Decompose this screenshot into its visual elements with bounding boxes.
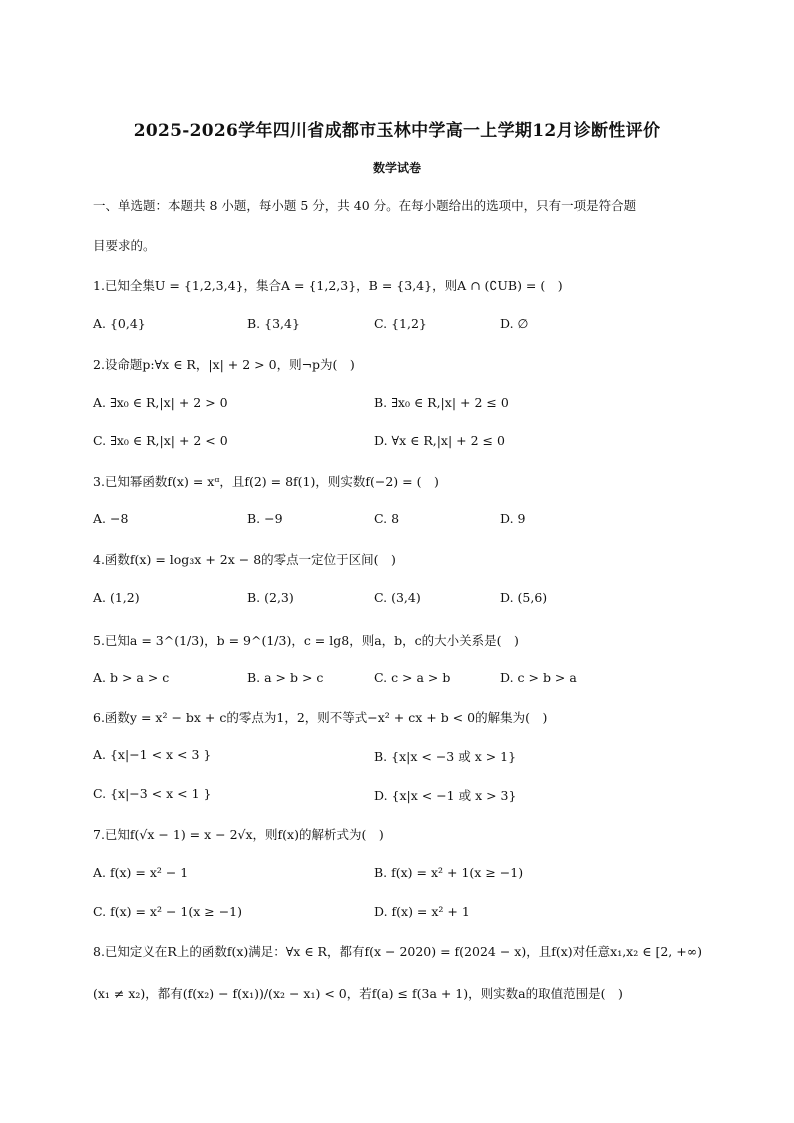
- question-4-option-c: C. (3,4): [374, 590, 421, 605]
- question-5-stem: 5.已知a = 3^(1/3)，b = 9^(1/3)，c = lg8，则a，b，c的大小关系是( ): [93, 633, 519, 648]
- question-2-stem: 2.设命题p:∀x ∈ R，|x| + 2 > 0，则¬p为( ): [93, 357, 355, 372]
- question-4-stem: 4.函数f(x) = log₃x + 2x − 8的零点一定位于区间( ): [93, 552, 396, 567]
- section-instructions-1: 一、单选题：本题共 8 小题，每小题 5 分，共 40 分。在每小题给出的选项中，只有一项是符合题: [93, 198, 637, 213]
- question-4-option-d: D. (5,6): [500, 590, 548, 605]
- question-3-stem: 3.已知幂函数f(x) = xᵅ，且f(2) = 8f(1)，则实数f(−2) = ( ): [93, 474, 439, 489]
- question-7-stem: 7.已知f(√x − 1) = x − 2√x，则f(x)的解析式为( ): [93, 827, 384, 842]
- question-7-option-c: C. f(x) = x² − 1(x ≥ −1): [93, 904, 242, 919]
- question-5-option-d: D. c > b > a: [500, 670, 577, 685]
- question-6-option-b: B. {x|x < −3 或 x > 1}: [374, 749, 517, 764]
- question-7-option-a: A. f(x) = x² − 1: [93, 865, 189, 880]
- question-1-option-a: A. {0,4}: [93, 316, 146, 331]
- question-2-option-c: C. ∃x₀ ∈ R,|x| + 2 < 0: [93, 433, 228, 448]
- question-4-option-b: B. (2,3): [247, 590, 294, 605]
- question-7-option-d: D. f(x) = x² + 1: [374, 904, 470, 919]
- question-3-option-b: B. −9: [247, 511, 283, 526]
- question-7-option-b: B. f(x) = x² + 1(x ≥ −1): [374, 865, 524, 880]
- question-3-option-a: A. −8: [93, 511, 129, 526]
- question-1-option-c: C. {1,2}: [374, 316, 427, 331]
- question-6-option-c: C. {x|−3 < x < 1 }: [93, 786, 212, 801]
- section-heading: [93, 186, 703, 266]
- page-title: 2025-2026学年四川省成都市玉林中学高一上学期12月诊断性评价: [133, 121, 661, 141]
- question-1-option-d: D. ∅: [500, 316, 529, 331]
- question-8-stem-continued: (x₁ ≠ x₂)，都有(f(x₂) − f(x₁))/(x₂ − x₁) < 0，若f(a) ≤ f(3a + 1)，则实数a的取值范围是( ): [93, 986, 623, 1001]
- question-1-option-b: B. {3,4}: [247, 316, 300, 331]
- question-5-option-c: C. c > a > b: [374, 670, 451, 685]
- question-1-stem: 1.已知全集U = {1,2,3,4}，集合A = {1,2,3}，B = {3,4}，则A ∩ (∁UB) = ( ): [93, 278, 563, 293]
- section-instructions-2: 目要求的。: [93, 238, 156, 253]
- question-6-stem: 6.函数y = x² − bx + c的零点为1，2，则不等式−x² + cx + b < 0的解集为( ): [93, 710, 548, 725]
- question-4-option-a: A. (1,2): [93, 590, 140, 605]
- question-5-option-b: B. a > b > c: [247, 670, 324, 685]
- question-6-option-a: A. {x|−1 < x < 3 }: [93, 747, 212, 762]
- question-2-option-b: B. ∃x₀ ∈ R,|x| + 2 ≤ 0: [374, 395, 509, 410]
- page-subtitle: 数学试卷: [372, 161, 421, 175]
- question-8-stem: 8.已知定义在R上的函数f(x)满足：∀x ∈ R，都有f(x − 2020) = f(2024 − x)，且f(x)对任意x₁,x₂ ∈ [2, +∞): [93, 944, 702, 959]
- question-3-option-d: D. 9: [500, 511, 526, 526]
- question-6-option-d: D. {x|x < −1 或 x > 3}: [374, 788, 517, 803]
- question-2-option-a: A. ∃x₀ ∈ R,|x| + 2 > 0: [93, 395, 228, 410]
- question-5-option-a: A. b > a > c: [93, 670, 170, 685]
- question-2-option-d: D. ∀x ∈ R,|x| + 2 ≤ 0: [374, 433, 505, 448]
- question-3-option-c: C. 8: [374, 511, 400, 526]
